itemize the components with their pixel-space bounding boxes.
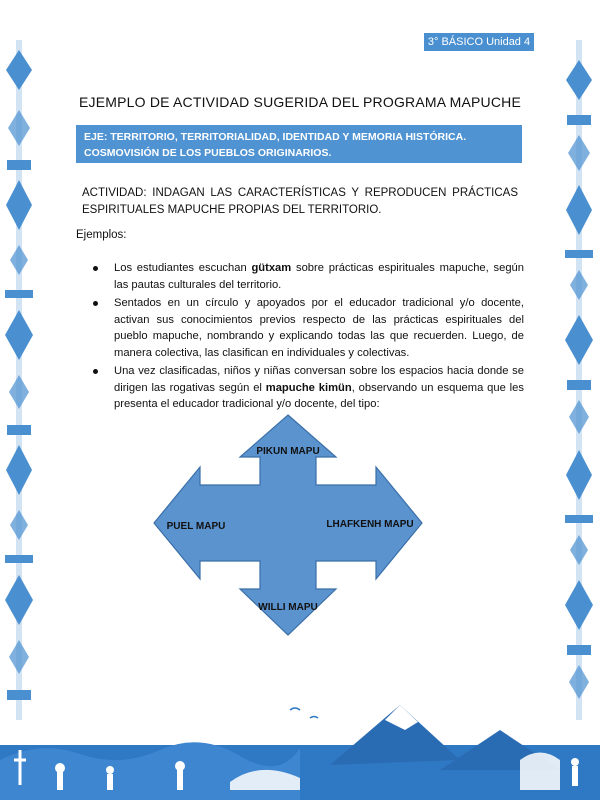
- label-north: PIKUN MAPU: [256, 446, 320, 457]
- axis-line-2: COSMOVISIÓN DE LOS PUEBLOS ORIGINARIOS.: [84, 147, 332, 159]
- axis-line-1: EJE: TERRITORIO, TERRITORIALIDAD, IDENTIDAD Y MEMORIA HISTÓRICA.: [84, 131, 467, 143]
- label-east: LHAFKENH MAPU: [326, 519, 414, 530]
- examples-label: Ejemplos:: [76, 229, 127, 241]
- list-item: Una vez clasificadas, niños y niñas conversan sobre los espacios hacia donde se dirigen las rogativas según el mapuche kimün, observando un esquema que les presenta el educador tradicional y/o docente, del tipo:: [90, 363, 524, 413]
- axis-box: [76, 125, 522, 163]
- page-title: EJEMPLO DE ACTIVIDAD SUGERIDA DEL PROGRAMA MAPUCHE: [78, 94, 522, 110]
- right-decorative-border: [562, 40, 596, 720]
- list-item: Sentados en un círculo y apoyados por el educador tradicional y/o docente, activan sus conocimientos previos respecto de las prácticas espirituales del pueblo mapuche, nombrando y explicando todas las que recuerden. Luego, de manera colectiva, las clasifican en individuales y colectivas.: [90, 295, 524, 361]
- examples-list: [90, 260, 524, 415]
- left-decorative-border: [2, 40, 36, 720]
- list-item: Los estudiantes escuchan gütxam sobre prácticas espirituales mapuche, según las pautas culturales del territorio.: [90, 260, 524, 293]
- grade-unit-badge: 3° BÁSICO Unidad 4: [424, 33, 534, 51]
- label-south: WILLI MAPU: [258, 602, 318, 613]
- activity-statement: ACTIVIDAD: INDAGAN LAS CARACTERÍSTICAS Y REPRODUCEN PRÁCTICAS ESPIRITUALES MAPUCHE PROPIAS DEL TERRITORIO.: [82, 187, 518, 216]
- directions-diagram: [150, 410, 426, 640]
- bottom-landscape-illustration: [0, 690, 600, 800]
- label-west: PUEL MAPU: [166, 521, 226, 532]
